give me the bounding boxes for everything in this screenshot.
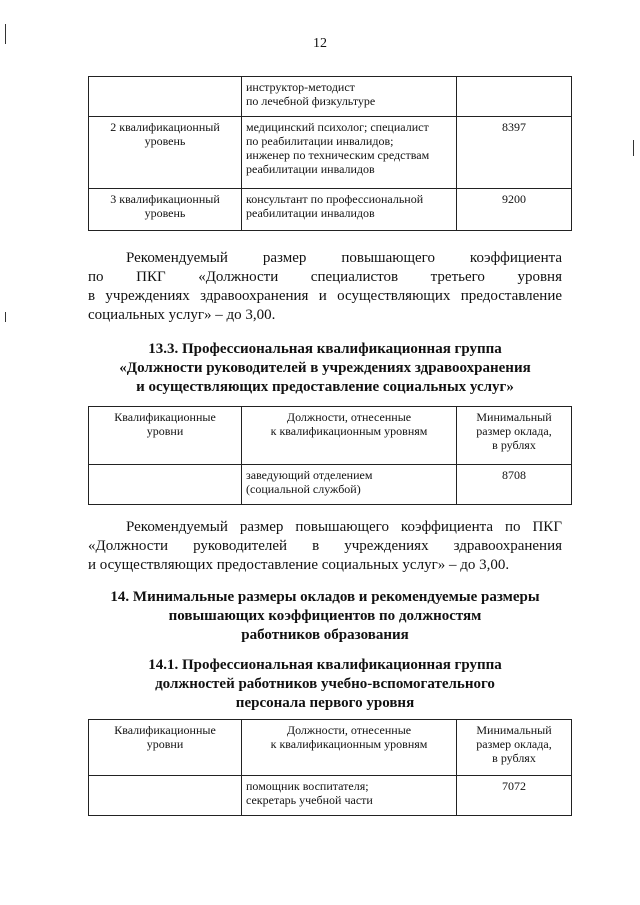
level-header: Квалификационные уровни — [89, 407, 242, 465]
positions-cell: заведующий отделением (социальной службой) — [242, 465, 457, 505]
salary-cell: 7072 — [457, 776, 572, 816]
scan-edge-mark — [633, 140, 634, 156]
level-cell — [89, 465, 242, 505]
section-heading-13-3: 13.3. Профессиональная квалификационная группа «Должности руководителей в учреждениях здравоохранения и осуществляющих предоставление социальных услуг» — [119, 341, 531, 395]
table-header-row — [89, 720, 572, 776]
level-cell: 2 квалификационный уровень — [89, 117, 242, 189]
table-row — [89, 465, 572, 505]
table-header-row — [89, 407, 572, 465]
level-cell: 3 квалификационный уровень — [89, 189, 242, 231]
qualification-table-3 — [88, 719, 572, 816]
positions-cell: консультант по профессиональной реабилитации инвалидов — [242, 189, 457, 231]
table-row — [89, 117, 572, 189]
level-cell — [89, 776, 242, 816]
table-row — [89, 189, 572, 231]
section-heading-14-1: 14.1. Профессиональная квалификационная группа должностей работников учебно-вспомогательного персонала первого уровня — [148, 657, 502, 711]
coefficient-paragraph-2: Рекомендуемый размер повышающего коэффициента по ПКГ «Должности руководителей в учреждениях здравоохранения и осуществляющих предоставление социальных услуг» – до 3,00. — [88, 519, 562, 573]
level-cell — [89, 77, 242, 117]
salary-cell: 8397 — [457, 117, 572, 189]
table-row — [89, 77, 572, 117]
coefficient-paragraph-1: Рекомендуемый размер повышающего коэффициента по ПКГ «Должности специалистов третьего уровня в учреждениях здравоохранения и осуществляющих предоставление социальных услуг» – до 3,00. — [88, 250, 562, 323]
page-number: 12 — [313, 36, 327, 51]
positions-cell: помощник воспитателя; секретарь учебной части — [242, 776, 457, 816]
positions-cell: медицинский психолог; специалист по реабилитации инвалидов; инженер по техническим средствам реабилитации инвалидов — [242, 117, 457, 189]
salary-header: Минимальный размер оклада, в рублях — [457, 407, 572, 465]
positions-header: Должности, отнесенные к квалификационным уровням — [242, 407, 457, 465]
salary-header: Минимальный размер оклада, в рублях — [457, 720, 572, 776]
positions-cell: инструктор-методист по лечебной физкультуре — [242, 77, 457, 117]
qualification-table-2 — [88, 406, 572, 505]
salary-cell: 8708 — [457, 465, 572, 505]
level-header: Квалификационные уровни — [89, 720, 242, 776]
salary-cell — [457, 77, 572, 117]
positions-header: Должности, отнесенные к квалификационным уровням — [242, 720, 457, 776]
scan-edge-mark — [5, 312, 6, 322]
salary-cell: 9200 — [457, 189, 572, 231]
table-row — [89, 776, 572, 816]
section-heading-14: 14. Минимальные размеры окладов и рекомендуемые размеры повышающих коэффициентов по должностям работников образования — [110, 589, 540, 643]
qualification-table-1 — [88, 76, 572, 231]
